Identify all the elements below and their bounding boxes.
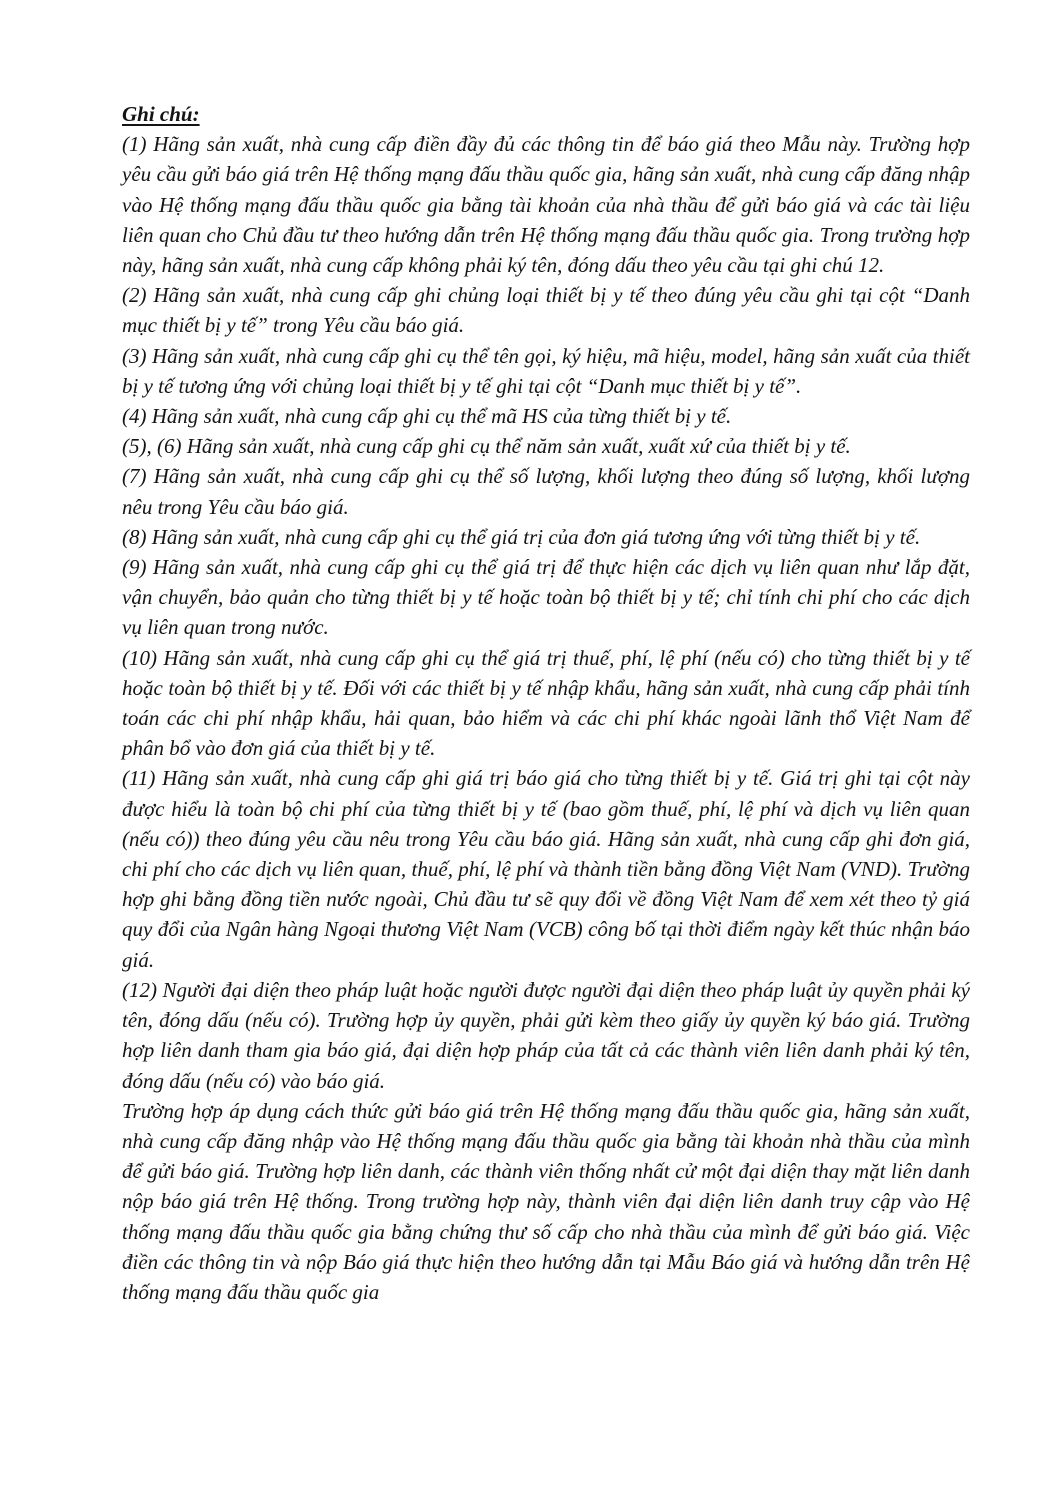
note-4: (4) Hãng sản xuất, nhà cung cấp ghi cụ thể mã HS của từng thiết bị y tế. — [122, 404, 732, 429]
note-8: (8) Hãng sản xuất, nhà cung cấp ghi cụ thể giá trị của đơn giá tương ứng với từng thiết bị y tế. — [122, 524, 921, 549]
note-11: (11) Hãng sản xuất, nhà cung cấp ghi giá trị báo giá cho từng thiết bị y tế. Giá trị ghi tại cột này được hiểu là toàn bộ chi phí của từng thiết bị y tế (bao gồm thuế, phí, lệ phí và dịch vụ liên quan (nếu có)) theo đúng yêu cầu nêu trong Yêu cầu báo giá. Hãng sản xuất, nhà cung cấp ghi đơn giá, chi phí cho các dịch vụ liên quan, thuế, phí, lệ phí và thành tiền bằng đồng Việt Nam (VND). Trường hợp ghi bằng đồng tiền nước ngoài, Chủ đầu tư sẽ quy đổi về đồng Việt Nam để xem xét theo tỷ giá quy đổi của Ngân hàng Ngoại thương Việt Nam (VCB) công bố tại thời điểm ngày kết thúc nhận báo giá. — [122, 766, 970, 972]
note-10: (10) Hãng sản xuất, nhà cung cấp ghi cụ thể giá trị thuế, phí, lệ phí (nếu có) cho từng thiết bị y tế hoặc toàn bộ thiết bị y tế. Đối với các thiết bị y tế nhập khẩu, hãng sản xuất, nhà cung cấp phải tính toán các chi phí nhập khẩu, hải quan, bảo hiểm và các chi phí khác ngoài lãnh thổ Việt Nam để phân bổ vào đơn giá của thiết bị y tế. — [122, 645, 970, 761]
note-1: (1) Hãng sản xuất, nhà cung cấp điền đầy đủ các thông tin để báo giá theo Mẫu này. Trường hợp yêu cầu gửi báo giá trên Hệ thống mạng đấu thầu quốc gia, hãng sản xuất, nhà cung cấp đăng nhập vào Hệ thống mạng đấu thầu quốc gia bằng tài khoản của nhà thầu để gửi báo giá và các tài liệu liên quan cho Chủ đầu tư theo hướng dẫn trên Hệ thống mạng đấu thầu quốc gia. Trong trường hợp này, hãng sản xuất, nhà cung cấp không phải ký tên, đóng dấu theo yêu cầu tại ghi chú 12. — [122, 132, 970, 278]
notes-section — [122, 99, 970, 1307]
note-7: (7) Hãng sản xuất, nhà cung cấp ghi cụ thể số lượng, khối lượng theo đúng số lượng, khối lượng nêu trong Yêu cầu báo giá. — [122, 464, 970, 519]
note-9: (9) Hãng sản xuất, nhà cung cấp ghi cụ thể giá trị để thực hiện các dịch vụ liên quan như lắp đặt, vận chuyển, bảo quản cho từng thiết bị y tế hoặc toàn bộ thiết bị y tế; chỉ tính chi phí cho các dịch vụ liên quan trong nước. — [122, 555, 970, 640]
note-online-submission: Trường hợp áp dụng cách thức gửi báo giá trên Hệ thống mạng đấu thầu quốc gia, hãng sản xuất, nhà cung cấp đăng nhập vào Hệ thống mạng đấu thầu quốc gia bằng tài khoản nhà thầu của mình để gửi báo giá. Trường hợp liên danh, các thành viên thống nhất cử một đại diện thay mặt liên danh nộp báo giá trên Hệ thống. Trong trường hợp này, thành viên đại diện liên danh truy cập vào Hệ thống mạng đấu thầu quốc gia bằng chứng thư số cấp cho nhà thầu của mình để gửi báo giá. Việc điền các thông tin và nộp Báo giá thực hiện theo hướng dẫn tại Mẫu Báo giá và hướng dẫn trên Hệ thống mạng đấu thầu quốc gia — [122, 1098, 970, 1304]
notes-heading: Ghi chú: — [122, 102, 200, 126]
note-5-6: (5), (6) Hãng sản xuất, nhà cung cấp ghi cụ thể năm sản xuất, xuất xứ của thiết bị y tế. — [122, 434, 851, 459]
note-2: (2) Hãng sản xuất, nhà cung cấp ghi chủng loại thiết bị y tế theo đúng yêu cầu ghi tại cột “Danh mục thiết bị y tế” trong Yêu cầu báo giá. — [122, 283, 970, 338]
note-3: (3) Hãng sản xuất, nhà cung cấp ghi cụ thể tên gọi, ký hiệu, mã hiệu, model, hãng sản xuất của thiết bị y tế tương ứng với chủng loại thiết bị y tế ghi tại cột “Danh mục thiết bị y tế”. — [122, 343, 970, 398]
note-12: (12) Người đại diện theo pháp luật hoặc người được người đại diện theo pháp luật ủy quyền phải ký tên, đóng dấu (nếu có). Trường hợp ủy quyền, phải gửi kèm theo giấy ủy quyền ký báo giá. Trường hợp liên danh tham gia báo giá, đại diện hợp pháp của tất cả các thành viên liên danh phải ký tên, đóng dấu (nếu có) vào báo giá. — [122, 977, 970, 1093]
